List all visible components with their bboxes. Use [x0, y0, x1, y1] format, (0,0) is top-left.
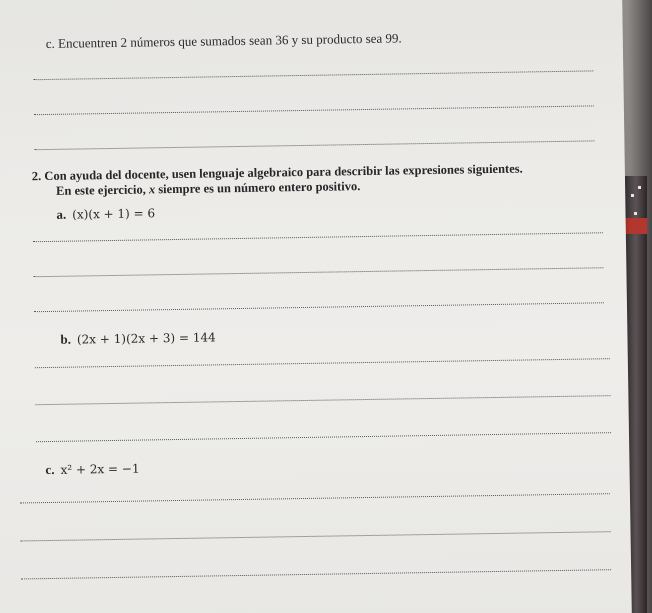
answer-line[interactable] — [33, 232, 603, 242]
item-c — [45, 461, 139, 478]
note-after: siempre es un número entero positivo. — [155, 179, 361, 197]
answer-line[interactable] — [36, 432, 611, 442]
answer-line[interactable] — [21, 569, 611, 579]
item-c-label: c. — [45, 461, 55, 478]
item-b-label: b. — [60, 331, 72, 347]
item-a — [56, 205, 155, 223]
pencil-mark — [631, 194, 634, 197]
item-c-expression: x² + 2x = −1 — [60, 461, 140, 477]
note-variable: x — [148, 182, 156, 197]
answer-line[interactable] — [34, 302, 604, 312]
item-b — [60, 329, 215, 347]
answer-line[interactable] — [33, 70, 593, 80]
item-c-top — [46, 30, 402, 52]
question-2-heading: 2. Con ayuda del docente, usen lenguaje algebraico para describir las expresiones siguientes. — [31, 161, 523, 184]
item-c-top-label: c. — [45, 35, 55, 52]
answer-line[interactable] — [34, 140, 594, 150]
answer-line[interactable] — [35, 358, 610, 368]
item-a-label: a. — [56, 206, 67, 222]
item-b-expression: (2x + 1)(2x + 3) = 144 — [76, 330, 216, 347]
answer-line[interactable] — [20, 493, 610, 503]
note-before: En este ejercicio, — [55, 182, 149, 198]
pencil-stripe — [625, 218, 647, 234]
item-c-top-text: Encuentren 2 números que sumados sean 36 y su producto sea 99. — [57, 30, 402, 51]
item-a-expression: (x)(x + 1) = 6 — [72, 206, 156, 222]
pencil-mark — [634, 212, 637, 215]
answer-line[interactable] — [33, 267, 603, 277]
answer-line[interactable] — [34, 105, 594, 115]
answer-line[interactable] — [35, 395, 610, 405]
pencil-mark — [638, 186, 641, 189]
answer-line[interactable] — [21, 531, 611, 541]
